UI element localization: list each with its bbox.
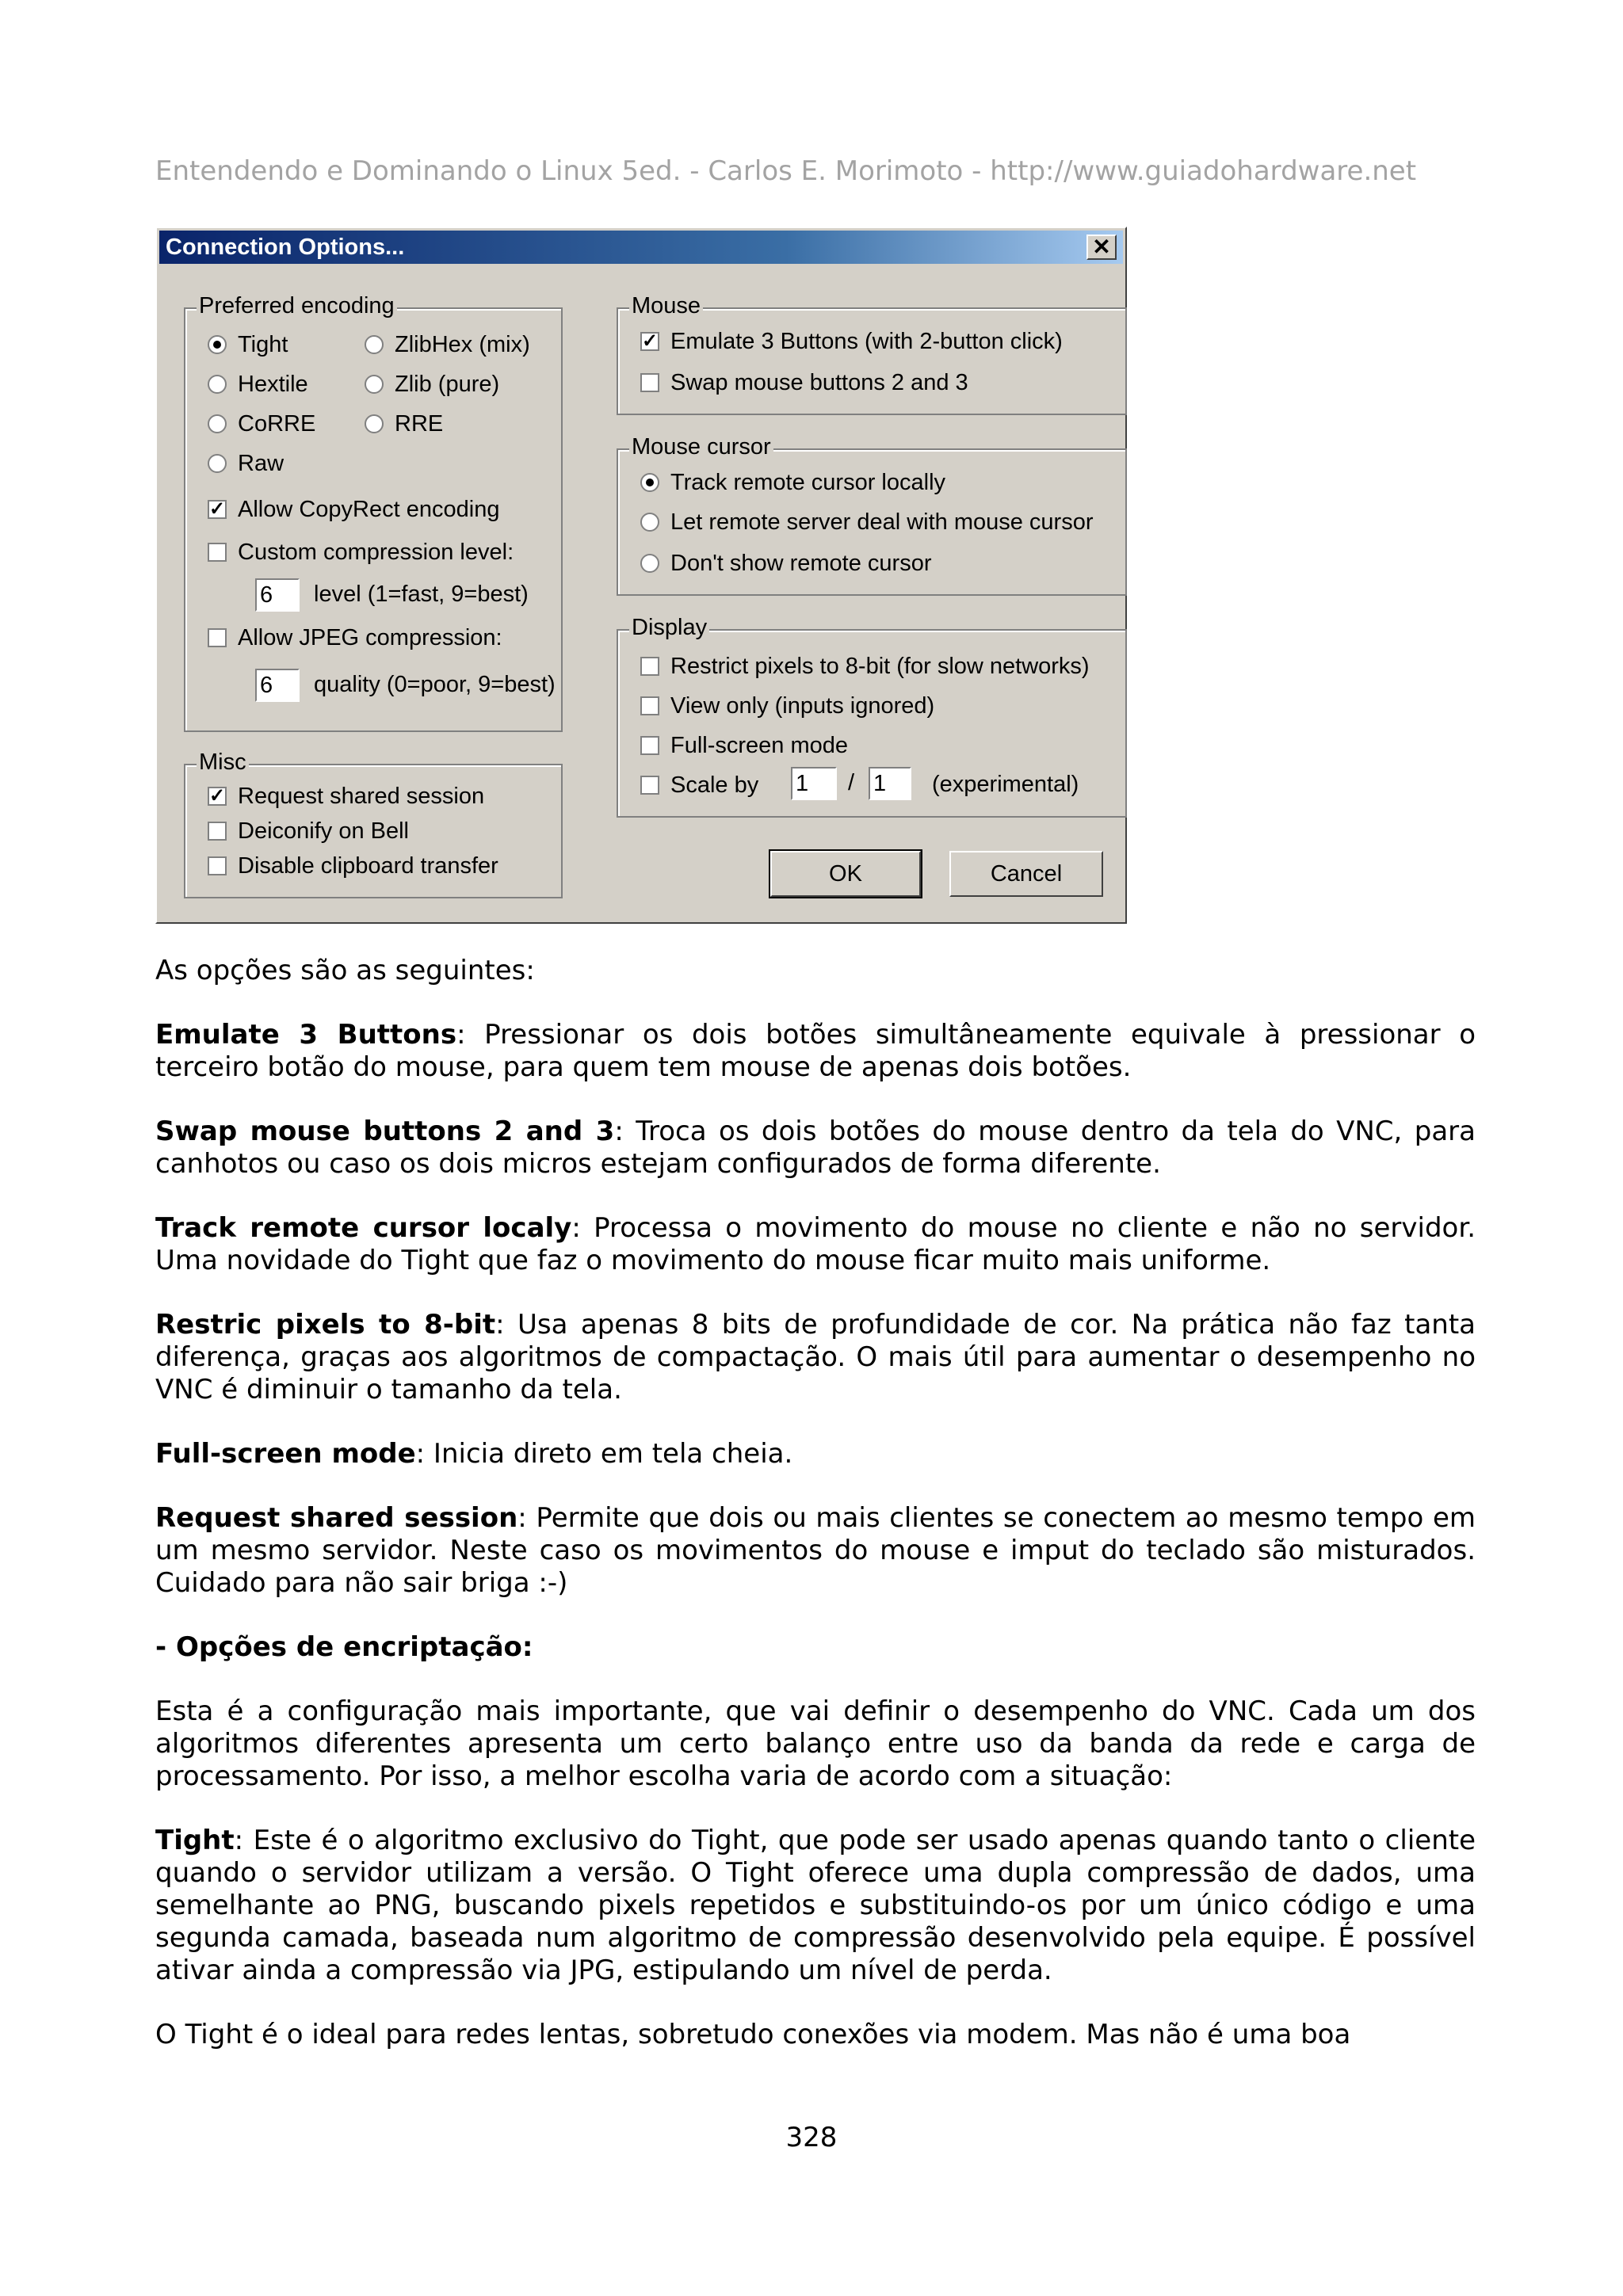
view-only-label: View only (inputs ignored) [670, 692, 935, 719]
radio-zlib-indicator [365, 375, 384, 394]
radio-dont-show-label: Don't show remote cursor [670, 550, 932, 576]
radio-track-cursor-label: Track remote cursor locally [670, 469, 946, 495]
radio-track-cursor-indicator [640, 473, 659, 492]
item-restrict [155, 1309, 1476, 1406]
mouse-legend: Mouse [629, 293, 703, 319]
deiconify-check-box [208, 822, 227, 841]
radio-zlibhex-label: ZlibHex (mix) [395, 331, 530, 357]
display-legend: Display [629, 615, 709, 641]
request-shared-checkbox[interactable] [208, 783, 484, 810]
item-text: : Permite que dois ou mais clientes se conectem ao mesmo tempo em um mesmo servidor. Neste caso os movimentos do mouse e imput do teclado são misturados. Cuidado para não sair briga :-) [155, 1502, 1476, 1599]
item-term: Restric pixels to 8-bit [155, 1309, 496, 1341]
connection-options-dialog [155, 227, 1127, 924]
radio-zlibhex-indicator [365, 335, 384, 354]
item-fullscreen [155, 1438, 1476, 1470]
page-number: 328 [785, 2122, 838, 2153]
radio-zlibhex[interactable] [365, 331, 530, 358]
allow-copyrect-label: Allow CopyRect encoding [238, 496, 500, 522]
preferred-encoding-group [184, 293, 563, 732]
radio-rre[interactable] [365, 410, 443, 437]
radio-hextile-indicator [208, 375, 227, 394]
allow-jpeg-label: Allow JPEG compression: [238, 624, 502, 650]
radio-let-server-indicator [640, 513, 659, 532]
item-text: : Processa o movimento do mouse no cliente e não no servidor. Uma novidade do Tight que faz o movimento do mouse ficar muito mais uniforme. [155, 1212, 1476, 1276]
radio-tight[interactable] [208, 331, 288, 358]
item-shared [155, 1502, 1476, 1600]
item-term: Request shared session [155, 1502, 518, 1534]
radio-let-server[interactable] [640, 509, 1094, 536]
radio-hextile-label: Hextile [238, 371, 308, 397]
emulate3-checkbox[interactable] [640, 328, 1063, 355]
radio-raw-label: Raw [238, 450, 285, 476]
restrict-8bit-label: Restrict pixels to 8-bit (for slow networks) [670, 653, 1090, 679]
allow-jpeg-check-box [208, 628, 227, 647]
radio-corre-label: CoRRE [238, 410, 316, 437]
scale-separator: / [848, 770, 855, 795]
fullscreen-label: Full-screen mode [670, 732, 849, 758]
tight-paragraph [155, 1825, 1476, 1987]
document-body [155, 955, 1476, 2083]
jpeg-quality-input[interactable]: 6 [255, 669, 300, 702]
emulate3-label: Emulate 3 Buttons (with 2-button click) [670, 328, 1063, 354]
allow-jpeg-checkbox[interactable] [208, 624, 502, 651]
intro-paragraph: As opções são as seguintes: [155, 955, 535, 986]
allow-copyrect-checkbox[interactable] [208, 496, 499, 523]
emulate3-check-icon: ✓ [641, 330, 659, 352]
item-text: : Inicia direto em tela cheia. [415, 1438, 793, 1470]
radio-dont-show[interactable] [640, 550, 932, 577]
item-term: Track remote cursor localy [155, 1212, 572, 1244]
section-heading-text: - Opções de encriptação: [155, 1631, 533, 1663]
item-text: : Troca os dois botões do mouse dentro da tela do VNC, para canhotos ou caso os dois micros estejam configurados de forma diferente. [155, 1116, 1476, 1180]
request-shared-check-icon: ✓ [208, 785, 226, 807]
radio-let-server-label: Let remote server deal with mouse cursor [670, 509, 1094, 535]
section-heading [155, 1631, 1476, 1664]
misc-group [184, 749, 563, 898]
radio-raw[interactable] [208, 450, 284, 477]
page-header: Entendendo e Dominando o Linux 5ed. - Carlos E. Morimoto - http://www.guiadohardware.net [155, 155, 1417, 187]
radio-zlib[interactable] [365, 371, 499, 398]
radio-raw-indicator [208, 454, 227, 473]
mouse-group [617, 293, 1127, 415]
swap-buttons-label: Swap mouse buttons 2 and 3 [670, 369, 968, 395]
mouse-cursor-group [617, 434, 1127, 596]
custom-compression-check-box [208, 543, 227, 562]
item-term: Swap mouse buttons 2 and 3 [155, 1116, 615, 1147]
ok-button[interactable]: OK [770, 851, 921, 897]
swap-buttons-check-box [640, 373, 659, 392]
cancel-button[interactable]: Cancel [949, 851, 1103, 897]
radio-track-cursor[interactable] [640, 469, 945, 496]
scale-by-checkbox[interactable] [640, 772, 758, 799]
swap-buttons-checkbox[interactable] [640, 369, 968, 396]
preferred-encoding-legend: Preferred encoding [197, 293, 397, 319]
request-shared-label: Request shared session [238, 783, 485, 809]
jpeg-quality-hint: quality (0=poor, 9=best) [314, 672, 556, 697]
compression-level-hint: level (1=fast, 9=best) [314, 582, 529, 607]
disable-clipboard-check-box [208, 856, 227, 875]
radio-hextile[interactable] [208, 371, 308, 398]
scale-by-check-box [640, 776, 659, 795]
radio-tight-label: Tight [238, 331, 288, 357]
item-emulate3 [155, 1019, 1476, 1084]
radio-dont-show-indicator [640, 554, 659, 573]
item-text: : Usa apenas 8 bits de profundidade de cor. Na prática não faz tanta diferença, graças aos algoritmos de compactação. O mais útil para aumentar o desempenho no VNC é diminuir o tamanho da tela. [155, 1309, 1476, 1405]
view-only-check-box [640, 696, 659, 715]
misc-legend: Misc [197, 749, 249, 776]
last-paragraph: O Tight é o ideal para redes lentas, sobretudo conexões via modem. Mas não é uma boa [155, 2019, 1351, 2050]
radio-zlib-label: Zlib (pure) [395, 371, 500, 397]
item-track [155, 1212, 1476, 1277]
close-icon[interactable]: ✕ [1086, 235, 1117, 260]
encryption-paragraph: Esta é a configuração mais importante, que vai definir o desempenho do VNC. Cada um dos algoritmos diferentes apresenta um certo balanço entre uso da banda da rede e carga de processamento. Por isso, a melhor escolha varia de acordo com a situação: [155, 1695, 1476, 1792]
disable-clipboard-checkbox[interactable] [208, 852, 498, 879]
dialog-title: Connection Options... [166, 235, 405, 260]
item-swap [155, 1116, 1476, 1180]
scale-by-label: Scale by [670, 772, 759, 798]
compression-level-input[interactable]: 6 [255, 578, 300, 612]
custom-compression-label: Custom compression level: [238, 539, 514, 565]
mouse-cursor-legend: Mouse cursor [629, 434, 773, 460]
radio-rre-label: RRE [395, 410, 444, 437]
restrict-8bit-checkbox[interactable] [640, 653, 1090, 680]
allow-copyrect-check-icon: ✓ [208, 498, 226, 520]
item-term: Emulate 3 Buttons [155, 1019, 457, 1051]
tight-term: Tight [155, 1825, 235, 1856]
dialog-titlebar [159, 231, 1123, 264]
scale-numerator-input[interactable]: 1 [791, 767, 837, 800]
item-text: : Pressionar os dois botões simultâneamente equivale à pressionar o terceiro botão do mouse, para quem tem mouse de apenas dois botões. [155, 1019, 1476, 1083]
scale-denominator-input[interactable]: 1 [869, 767, 911, 800]
disable-clipboard-label: Disable clipboard transfer [238, 852, 498, 879]
radio-rre-indicator [365, 414, 384, 433]
deiconify-checkbox[interactable] [208, 818, 409, 845]
tight-text: : Este é o algoritmo exclusivo do Tight, que pode ser usado apenas quando tanto o cliente quando o servidor utilizam a versão. O Tight oferece uma dupla compressão de dados, uma semelhante ao PNG, buscando pixels repetidos e substituindo-os por um único código e uma segunda camada, baseada num algoritmo de compressão desenvolvido pela equipe. É possível ativar ainda a compressão via JPG, estipulando um nível de perda. [155, 1825, 1476, 1986]
restrict-8bit-check-box [640, 657, 659, 676]
custom-compression-checkbox[interactable] [208, 539, 514, 566]
radio-tight-indicator [208, 335, 227, 354]
experimental-label: (experimental) [932, 772, 1079, 797]
view-only-checkbox[interactable] [640, 692, 934, 719]
radio-corre-indicator [208, 414, 227, 433]
item-term: Full-screen mode [155, 1438, 416, 1470]
fullscreen-check-box [640, 736, 659, 755]
deiconify-label: Deiconify on Bell [238, 818, 409, 844]
fullscreen-checkbox[interactable] [640, 732, 848, 759]
display-group [617, 615, 1127, 818]
radio-corre[interactable] [208, 410, 315, 437]
